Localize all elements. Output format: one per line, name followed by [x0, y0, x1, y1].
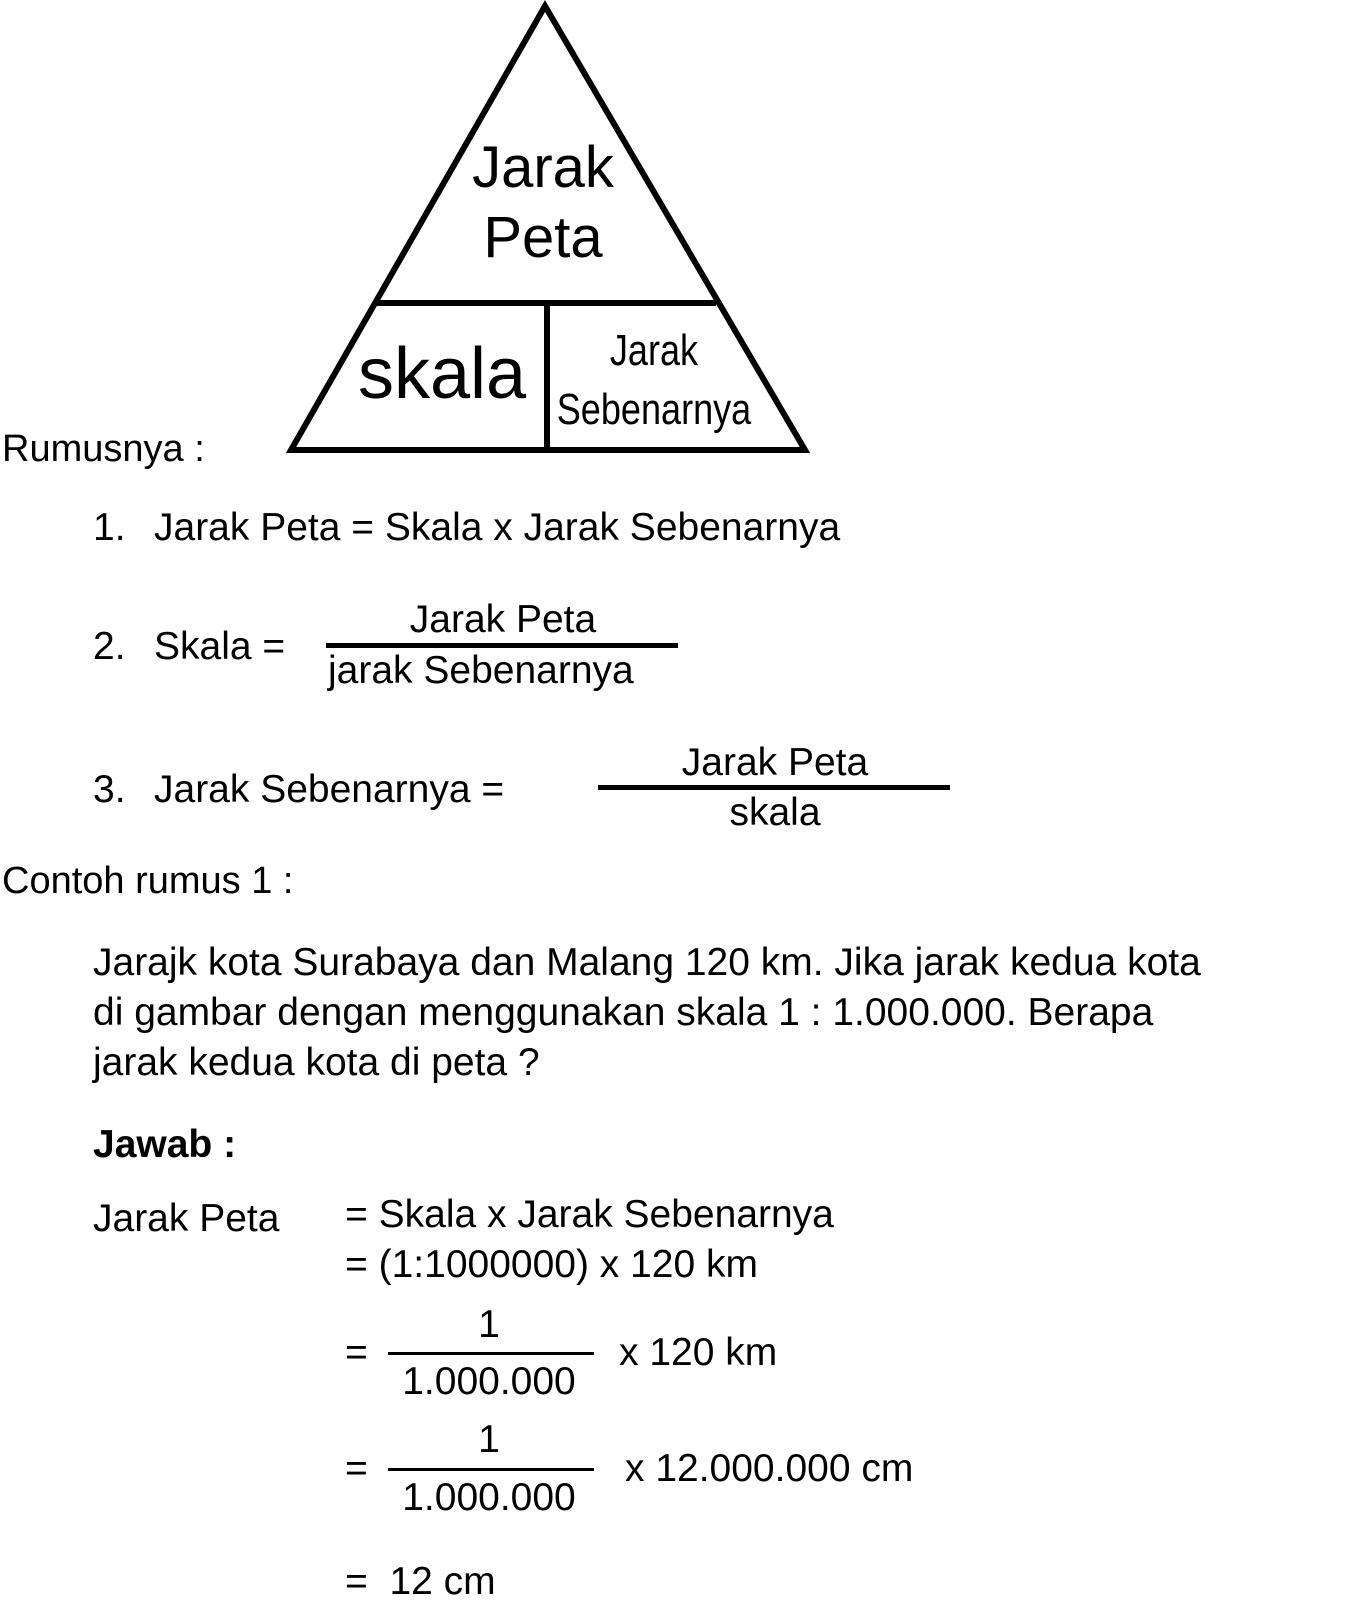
- rumus-item-1-text: Jarak Peta = Skala x Jarak Sebenarnya: [154, 506, 841, 549]
- rumus-item-3-numerator: Jarak Peta: [681, 741, 869, 784]
- rumus-item-2-fraction-bar: [326, 643, 678, 648]
- contoh-heading: Contoh rumus 1 :: [2, 860, 294, 902]
- rumus-heading: Rumusnya :: [2, 428, 205, 470]
- triangle-bottom-right-label-line1: Jarak: [609, 325, 699, 375]
- answer-step-3-tail: x 120 km: [619, 1331, 778, 1374]
- triangle-bottom-left-label: skala: [357, 334, 527, 414]
- answer-step-4-fraction-bar: [388, 1468, 594, 1471]
- answer-step-3-equals: =: [345, 1331, 368, 1374]
- answer-step-3-numerator: 1: [478, 1303, 500, 1346]
- rumus-item-3-lhs: Jarak Sebenarnya =: [154, 768, 505, 811]
- problem-line-3: jarak kedua kota di peta ?: [93, 1041, 540, 1084]
- answer-step-4-numerator: 1: [478, 1418, 500, 1461]
- rumus-item-2-lhs: Skala =: [154, 625, 286, 668]
- problem-line-1: Jarajk kota Surabaya dan Malang 120 km. Jika jarak kedua kota: [93, 941, 1201, 984]
- answer-step-4-tail: x 12.000.000 cm: [625, 1447, 914, 1490]
- answer-step-5: = 12 cm: [345, 1560, 496, 1603]
- answer-step-4-denominator: 1.000.000: [402, 1476, 576, 1519]
- answer-step-1: = Skala x Jarak Sebenarnya: [345, 1193, 834, 1236]
- rumus-item-3-number: 3.: [93, 768, 126, 811]
- rumus-item-2-numerator: Jarak Peta: [409, 598, 597, 641]
- triangle-top-label-line1: Jarak: [472, 135, 614, 200]
- jawab-label: Jawab :: [93, 1123, 237, 1166]
- answer-lhs-label: Jarak Peta: [93, 1197, 280, 1240]
- answer-step-2: = (1:1000000) x 120 km: [345, 1243, 759, 1286]
- problem-line-2: di gambar dengan menggunakan skala 1 : 1.000.000. Berapa: [93, 991, 1154, 1034]
- rumus-item-3-denominator: skala: [729, 791, 821, 834]
- triangle-top-label-line2: Peta: [483, 205, 603, 270]
- triangle-bottom-right-label-line2: Sebenarnya: [556, 384, 752, 434]
- rumus-item-1-number: 1.: [93, 506, 126, 549]
- rumus-item-3-fraction-bar: [598, 785, 950, 790]
- answer-step-4-equals: =: [345, 1447, 368, 1490]
- answer-step-3-fraction-bar: [388, 1352, 594, 1355]
- rumus-item-2-denominator: jarak Sebenarnya: [328, 649, 634, 692]
- formula-triangle: [0, 0, 1368, 470]
- rumus-item-2-number: 2.: [93, 625, 126, 668]
- answer-step-3-denominator: 1.000.000: [402, 1360, 576, 1403]
